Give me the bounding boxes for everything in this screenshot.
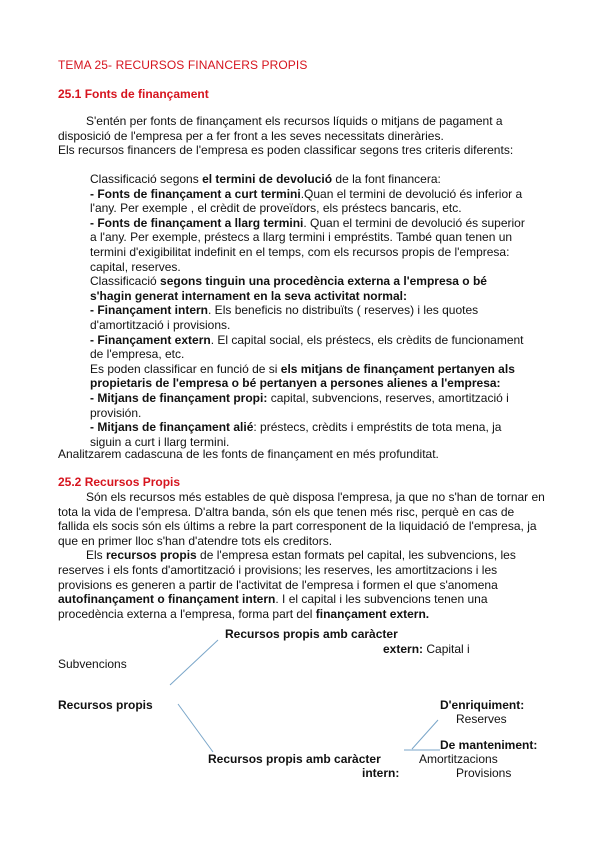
- c2-pre: Classificació: [90, 274, 161, 289]
- p2-f: finançament extern.: [315, 606, 430, 621]
- recursos-p1: Són els recursos més estables de què disposa l'empresa, ja que no s'han de tornar en tota la vida de l'empresa. D'altra banda, són els que tenen més risc, perquè en cas de fallida els socis són els últims a rebre la part corresponent de la liquidació de l'empresa, ja que en primer lloc s'han d'atendre tots els creditors.: [58, 490, 545, 548]
- c3-b-bold: - Mitjans de finançament alié: [90, 420, 254, 435]
- closing-text: Analitzarem cadascuna de les fonts de finançament en més profunditat.: [58, 447, 439, 461]
- c1-b-bold: - Fonts de finançament a llarg termini: [90, 215, 304, 230]
- ext-word: extern:: [383, 642, 424, 656]
- c3-pre: Es poden classificar en funció de si: [90, 361, 281, 376]
- c1-post: de la font financera:: [332, 172, 441, 186]
- c2-bold: segons tinguin una procedència externa a l'empresa o bé s'hagin generat internament en la seva activitat normal:: [90, 274, 487, 303]
- root-label: Recursos propis: [58, 698, 153, 712]
- ext-item-subvencions: Subvencions: [58, 657, 127, 671]
- p2-a: Els: [86, 548, 107, 563]
- c2-b-bold: - Finançament extern: [90, 332, 211, 347]
- c1-pre: Classificació segons: [90, 172, 203, 186]
- c2-a-bold: - Finançament intern: [90, 303, 209, 318]
- int-title: Recursos propis amb caràcter: [208, 752, 381, 766]
- c2-b-text: . El capital social, els préstecs, els crèdits de funcionament de l'empresa, etc.: [90, 332, 524, 362]
- connector-enrich: [412, 720, 438, 749]
- maint-label: De manteniment:: [440, 738, 538, 752]
- c1-a-bold: - Fonts de finançament a curt termini: [90, 186, 301, 201]
- page-title: TEMA 25- RECURSOS FINANCERS PROPIS: [58, 58, 308, 72]
- intro-text-2: Els recursos financers de l'empresa es poden classificar segons tres criteris diferents:: [58, 143, 514, 158]
- enrich-item: Reserves: [456, 712, 507, 726]
- c2-a-text: . Els beneficis no distribuïts ( reserves) i les quotes d'amortització i provisions.: [90, 303, 479, 332]
- p2-e: . I el capital i les subvencions tenen una procedència externa a l'empresa, forma part del: [58, 592, 488, 621]
- c3-b-text: : préstecs, crèdits i empréstits de tota mena, ja siguin a curt i llarg termini.: [90, 420, 502, 449]
- p2-d: autofinançament o finançament intern: [58, 592, 276, 607]
- p2-c: de l'empresa estan formats pel capital, les subvencions, les reserves i els fonts d'amortització i provisions; les reserves, les amortitzacions i les provisions es generen a partir de l'activitat de l'empresa i formen el que s'anomena: [58, 548, 516, 592]
- ext-title-text: Recursos propis amb caràcter: [225, 627, 398, 641]
- c1-bold: el termini de devolució: [202, 172, 333, 186]
- section-heading-fonts: 25.1 Fonts de finançament: [58, 87, 209, 101]
- connector-external: [170, 640, 218, 685]
- p2-b: recursos propis: [106, 548, 197, 563]
- c3-a-bold: - Mitjans de finançament propi:: [90, 390, 268, 405]
- maint-item-amort: Amortitzacions: [419, 752, 498, 766]
- c3-bold: els mitjans de finançament pertanyen als propietaris de l'empresa o bé pertanyen a persones alienes a l'empresa:: [90, 361, 515, 391]
- section-heading-recursos: 25.2 Recursos Propis: [58, 475, 181, 489]
- connector-internal: [178, 704, 213, 752]
- int-word: intern:: [362, 766, 400, 780]
- c1-b-text: . Quan el termini de devolució és superior a l'any. Per exemple, préstecs a llarg termini i empréstits. També quan tenen un termini d'exigibilitat indefinit en el temps, com els recursos propis de l'empresa: capital, reserves.: [90, 215, 525, 274]
- enrich-label: D'enriquiment:: [440, 698, 525, 712]
- maint-item-prov: Provisions: [456, 766, 512, 780]
- c1-a-text: .Quan el termini de devolució és inferior a l'any. Per exemple , el crèdit de proveïdors, els préstecs bancaris, etc.: [90, 186, 523, 216]
- intro-text-1: S'entén per fonts de finançament els recursos líquids o mitjans de pagament a disposició de l'empresa per a fer front a les seves necessitats dineràries.: [58, 114, 503, 143]
- ext-label: [383, 642, 470, 657]
- c3-a-text: capital, subvencions, reserves, amortització i provisión.: [90, 390, 509, 420]
- ext-item-capital: Capital i: [423, 642, 470, 656]
- ext-title: [225, 627, 398, 642]
